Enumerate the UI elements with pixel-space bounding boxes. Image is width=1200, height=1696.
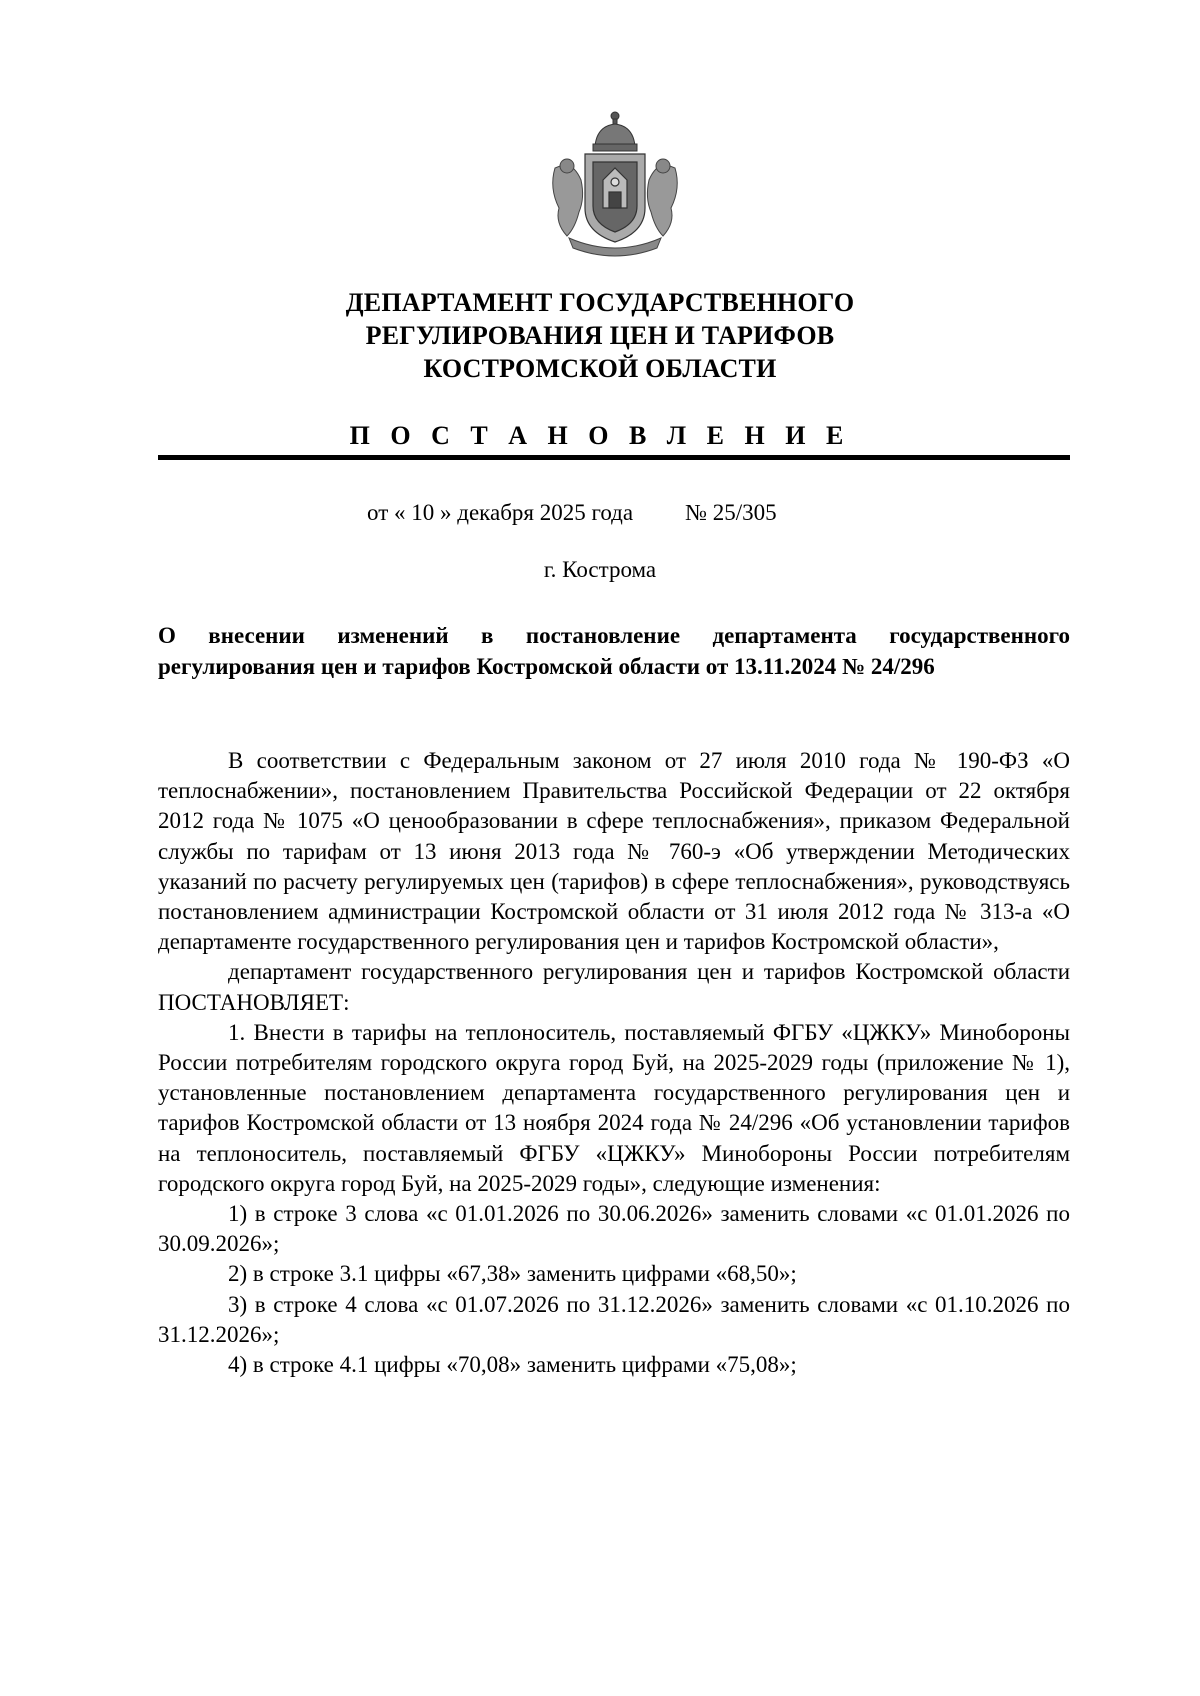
date-number-line [367, 498, 777, 528]
document-body [158, 746, 1070, 1380]
document-number: № 25/305 [685, 500, 777, 525]
header-divider [158, 455, 1070, 460]
document-subject: О внесении изменений в постановление департамента государственного регулирования цен и тарифов Костромской области от 13.11.2024 № 24/296 [158, 623, 1070, 679]
document-type-title: П О С Т А Н О В Л Е Н И Е [349, 421, 851, 450]
organization-name [0, 286, 1200, 385]
org-line-3: КОСТРОМСКОЙ ОБЛАСТИ [423, 354, 777, 383]
org-line-2: РЕГУЛИРОВАНИЯ ЦЕН И ТАРИФОВ [365, 321, 835, 350]
body-paragraph-preamble: В соответствии с Федеральным законом от 27 июля 2010 года № 190-ФЗ «О теплоснабжении», постановлением Правительства Российской Федерации от 22 октября 2012 года № 1075 «О ценообразовании в сфере теплоснабжения», приказом Федеральной службы по тарифам от 13 июня 2013 года № 760-э «Об утверждении Методических указаний по расчету регулируемых цен (тарифов) в сфере теплоснабжения», руководствуясь постановлением администрации Костромской области от 31 июля 2012 года № 313-а «О департаменте государственного регулирования цен и тарифов Костромской области», [158, 748, 1070, 955]
body-paragraph-resolves: департамент государственного регулирования цен и тарифов Костромской области ПОСТАНОВЛЯЕТ: [158, 959, 1070, 1015]
body-paragraph-subitem-4: 4) в строке 4.1 цифры «70,08» заменить цифрами «75,08»; [228, 1352, 797, 1378]
body-paragraph-subitem-2: 2) в строке 3.1 цифры «67,38» заменить цифрами «68,50»; [228, 1261, 797, 1287]
body-paragraph-subitem-1: 1) в строке 3 слова «с 01.01.2026 по 30.06.2026» заменить словами «с 01.01.2026 по 30.09.2026»; [158, 1201, 1070, 1257]
org-line-1: ДЕПАРТАМЕНТ ГОСУДАРСТВЕННОГО [345, 288, 855, 317]
document-city: г. Кострома [543, 557, 657, 582]
document-date: от « 10 » декабря 2025 года [367, 500, 634, 525]
body-paragraph-item-1: 1. Внести в тарифы на теплоноситель, поставляемый ФГБУ «ЦЖКУ» Минобороны России потребителям городского округа город Буй, на 2025-2029 годы (приложение № 1), установленные постановлением департамента государственного регулирования цен и тарифов Костромской области от 13 ноября 2024 года № 24/296 «Об установлении тарифов на теплоноситель, поставляемый ФГБУ «ЦЖКУ» Минобороны России потребителям городского округа город Буй, на 2025-2029 годы», следующие изменения: [158, 1019, 1070, 1196]
body-paragraph-subitem-3: 3) в строке 4 слова «с 01.07.2026 по 31.12.2026» заменить словами «с 01.10.2026 по 31.12.2026»; [158, 1291, 1070, 1347]
coat-of-arms-icon [545, 108, 685, 258]
